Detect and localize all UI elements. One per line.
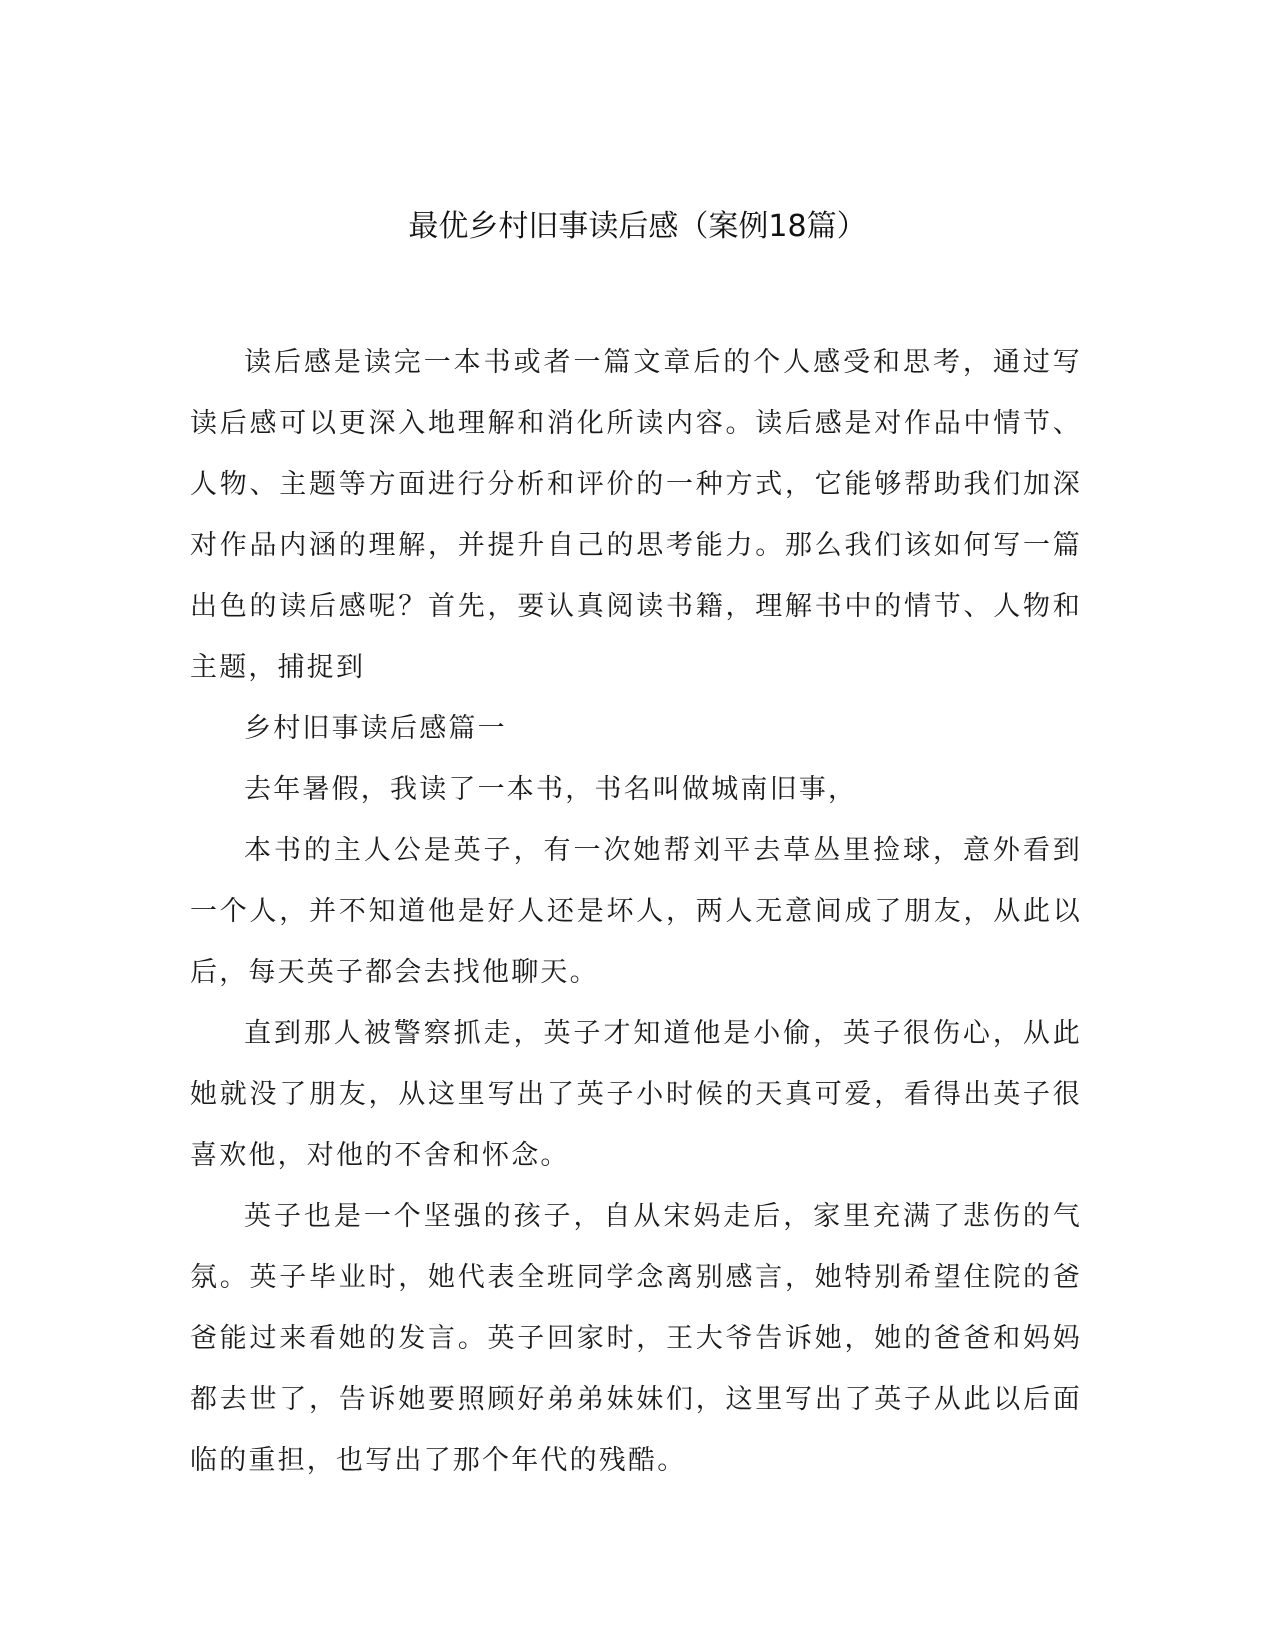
- body-paragraph: 英子也是一个坚强的孩子，自从宋妈走后，家里充满了悲伤的气氛。英子毕业时，她代表全班同学念离别感言，她特别希望住院的爸爸能过来看她的发言。英子回家时，王大爷告诉她，她的爸爸和妈妈都去世了，告诉她要照顾好弟弟妹妹们，这里写出了英子从此以后面临的重担，也写出了那个年代的残酷。: [190, 1201, 1082, 1476]
- body-paragraph: 本书的主人公是英子，有一次她帮刘平去草丛里捡球，意外看到一个人，并不知道他是好人还是坏人，两人无意间成了朋友，从此以后，每天英子都会去找他聊天。: [190, 835, 1082, 988]
- document-title: 最优乡村旧事读后感（案例18篇）: [408, 209, 867, 244]
- body-paragraph: 直到那人被警察抓走，英子才知道他是小偷，英子很伤心，从此她就没了朋友，从这里写出了英子小时候的天真可爱，看得出英子很喜欢他，对他的不舍和怀念。: [190, 1018, 1082, 1171]
- document-body: [190, 332, 1082, 1491]
- intro-paragraph: 读后感是读完一本书或者一篇文章后的个人感受和思考，通过写读后感可以更深入地理解和消化所读内容。读后感是对作品中情节、人物、主题等方面进行分析和评价的一种方式，它能够帮助我们加深对作品内涵的理解，并提升自己的思考能力。那么我们该如何写一篇出色的读后感呢？首先，要认真阅读书籍，理解书中的情节、人物和主题，捕捉到: [190, 347, 1082, 683]
- section-heading: 乡村旧事读后感篇一: [244, 713, 507, 744]
- body-paragraph: 去年暑假，我读了一本书，书名叫做城南旧事，: [244, 774, 858, 805]
